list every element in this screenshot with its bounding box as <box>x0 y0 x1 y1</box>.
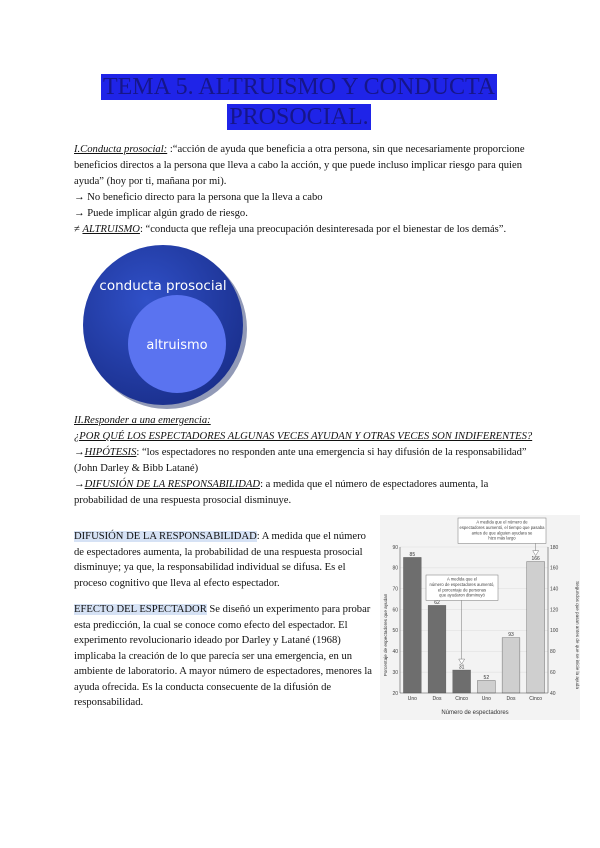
y-tick-right: 120 <box>550 607 559 614</box>
annotation-line: A medida que el <box>446 576 478 582</box>
annotation-line: número de espectadores aumentó, <box>429 581 495 587</box>
diffusion-line <box>74 477 534 509</box>
bar <box>428 605 446 693</box>
bar-value-label: 31 <box>458 664 465 671</box>
altruism-line <box>74 222 534 238</box>
x-tick-label: Uno <box>407 696 417 702</box>
section2-heading: II.Responder a una emergencia: <box>74 415 211 426</box>
efecto-paragraph <box>74 602 374 711</box>
x-tick-label: Cinco <box>529 696 543 702</box>
section-emergencia <box>74 413 534 509</box>
y-tick-right: 140 <box>550 586 559 593</box>
bar <box>502 638 520 693</box>
x-tick-label: Dos <box>506 696 516 702</box>
title-text: TEMA 5. ALTRUISMO Y CONDUCTA PROSOCIAL. <box>102 74 496 130</box>
y-tick-right: 40 <box>550 690 556 697</box>
y-tick-right: 100 <box>550 628 559 635</box>
y-tick-left: 70 <box>392 586 398 593</box>
difusion-term: DIFUSIÓN DE LA RESPONSABILIDAD <box>74 531 257 542</box>
prosocial-definition <box>74 142 534 190</box>
section-heading: I.Conducta prosocial: <box>74 144 168 155</box>
arrow-glyph: → <box>74 447 85 458</box>
x-tick-label: Dos <box>432 696 442 702</box>
y-tick-left: 90 <box>392 544 398 551</box>
definition-text: :“acción de ayuda que beneficia a otra persona, sin que necesariamente proporcione beneficios directos a la persona que lleva a cabo la acción, y que puede incluso implicar riesgo para quien ayuda” (hoy por ti, mañana por mi). <box>74 144 525 187</box>
y-tick-right: 160 <box>550 565 559 572</box>
y-tick-left: 80 <box>392 565 398 572</box>
annotation-line: hizo más largo <box>488 535 516 541</box>
diffusion-term: DIFUSIÓN DE LA RESPONSABILIDAD <box>84 479 261 490</box>
point-2: → Puede implicar algún grado de riesgo. <box>74 208 248 219</box>
point-1: → No beneficio directo para la persona que la lleva a cabo <box>74 192 323 203</box>
altruism-text: : “conducta que refleja una preocupación desinteresada por el bienestar de los demás”. <box>139 224 507 235</box>
annotation-line: que ayudaron disminuyó <box>439 592 485 598</box>
y-tick-right: 60 <box>550 669 556 676</box>
not-equal-sign: ≠ <box>74 224 83 235</box>
hypothesis-text: : “los espectadores no responden ante una emergencia si hay difusión de la responsabilidad” (John Darley & Bibb Latané) <box>74 447 527 474</box>
bystander-chart <box>380 515 580 720</box>
annotation-line: antes de que alguien ayudara se <box>471 530 533 536</box>
y-axis-label-right: Segundos que pasan antes de que se inicie la ayuda <box>575 581 580 689</box>
bar-value-label: 52 <box>483 674 490 681</box>
y-axis-label-left: Porcentaje de espectadores que ayudan <box>383 593 388 677</box>
efecto-text: Se diseñó un experimento para probar esta predicción, la cual se conoce como efecto del espectador. El experimento revolucionario ideado por Darley y Latané (1968) implicaba la creación de lo que parecía ser una emergencia, en un ambiente de laboratorio. A mayor número de espectadores, menores la ayuda ofrecida. Es la conducta consecuente de la difusión de responsabilidad. <box>74 604 372 708</box>
annotation-line: el porcentaje de personas <box>437 587 487 593</box>
bar <box>403 557 421 693</box>
section2-question: ¿POR QUÉ LOS ESPECTADORES ALGUNAS VECES AYUDAN Y OTRAS VECES SON INDIFERENTES? <box>74 431 533 442</box>
bar-value-label: 62 <box>434 599 440 606</box>
efecto-term: EFECTO DEL ESPECTADOR <box>74 604 207 615</box>
hypothesis-term: HIPÓTESIS <box>84 447 137 458</box>
bar-value-label: 85 <box>409 551 416 558</box>
y-tick-left: 50 <box>392 628 398 635</box>
y-tick-left: 40 <box>392 649 398 656</box>
hypothesis-line <box>74 445 534 477</box>
difusion-paragraph <box>74 529 374 591</box>
bar <box>477 680 495 693</box>
bar <box>453 670 471 693</box>
difusion-text: : A medida que el número de espectadores aumenta, la probabilidad de una respuesta prosocial disminuye; ya que, la responsabilidad individual se difusa. Es el proceso cognitivo que lleva al efecto espectador. <box>74 531 366 589</box>
arrow-glyph: → <box>74 479 85 490</box>
bar-value-label: 166 <box>531 556 540 563</box>
annotation-line: espectadores aumentó, el tiempo que pasaba <box>459 524 545 530</box>
outer-label: conducta prosocial <box>99 278 227 294</box>
y-tick-right: 180 <box>550 544 559 551</box>
y-tick-left: 30 <box>392 669 398 676</box>
y-tick-left: 60 <box>392 607 398 614</box>
x-tick-label: Uno <box>481 696 491 702</box>
bar-value-label: 93 <box>508 632 514 639</box>
bar <box>527 562 545 693</box>
y-tick-left: 20 <box>392 690 398 697</box>
inner-label: altruismo <box>146 338 208 353</box>
y-tick-right: 80 <box>550 649 556 656</box>
venn-diagram <box>78 240 248 410</box>
x-axis-label: Número de espectadores <box>441 710 509 716</box>
page-title <box>80 72 518 132</box>
altruism-term: ALTRUISMO <box>82 224 140 235</box>
section-prosocial <box>74 142 534 238</box>
annotation-line: A medida que el número de <box>476 519 528 525</box>
x-tick-label: Cinco <box>455 696 469 702</box>
diffusion-text: : a medida que el número de espectadores aumenta, la probabilidad de una respuesta prosocial disminuye. <box>74 479 489 506</box>
